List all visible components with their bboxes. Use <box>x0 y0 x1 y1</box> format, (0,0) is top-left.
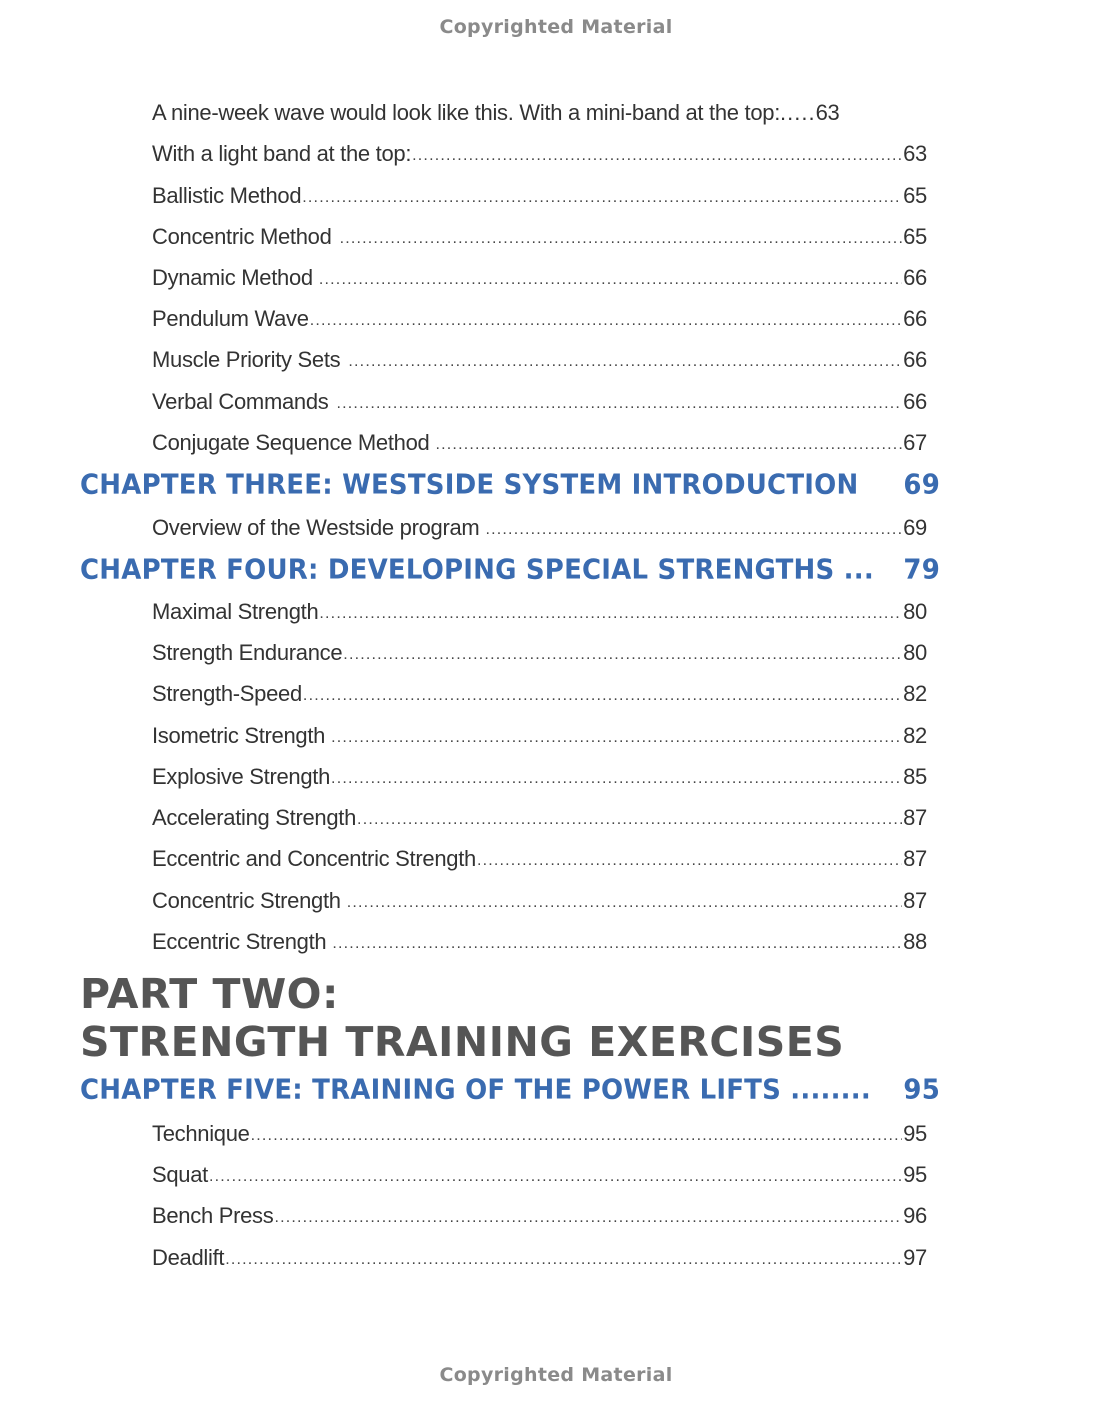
entry-title: Explosive Strength <box>152 764 331 789</box>
dot-leader <box>331 729 902 747</box>
dot-leader <box>319 271 902 289</box>
copyright-watermark-top: Copyrighted Material <box>439 16 673 38</box>
copyright-watermark-bottom: Copyrighted Material <box>439 1364 673 1386</box>
entry-title: Pendulum Wave <box>152 306 309 331</box>
dot-leader <box>302 189 902 207</box>
entry-title: A nine-week wave would look like this. With a mini-band at the top: <box>152 100 781 125</box>
dot-leader <box>331 770 902 788</box>
toc-entry[interactable] <box>152 430 927 456</box>
entry-page: 66 <box>903 265 927 290</box>
entry-page: 66 <box>903 389 927 414</box>
entry-title: Verbal Commands <box>152 389 329 414</box>
entry-title: Ballistic Method <box>152 183 302 208</box>
entry-page: 65 <box>903 224 927 249</box>
toc-entry[interactable] <box>152 723 927 749</box>
toc-entry[interactable] <box>152 681 927 707</box>
dot-leader <box>225 1251 902 1269</box>
toc-entry[interactable] <box>152 1162 927 1188</box>
toc-entry[interactable] <box>152 141 927 167</box>
toc-entry[interactable] <box>152 1245 927 1271</box>
entry-page: 67 <box>903 430 927 455</box>
chapter-title: CHAPTER THREE: WESTSIDE SYSTEM INTRODUCTION <box>80 469 859 501</box>
entry-page: 69 <box>903 515 927 540</box>
chapter-heading-four[interactable] <box>80 554 940 586</box>
entry-title: Accelerating Strength <box>152 805 357 830</box>
entry-page: 95 <box>903 1121 927 1146</box>
entry-leader: ..... <box>780 100 816 125</box>
toc-entry[interactable] <box>152 640 927 666</box>
toc-entry[interactable] <box>152 183 927 209</box>
entry-title: Squat <box>152 1162 208 1187</box>
dot-leader <box>348 353 902 371</box>
toc-entry[interactable] <box>152 1203 927 1229</box>
entry-page: 80 <box>903 599 927 624</box>
entry-page: 96 <box>903 1203 927 1228</box>
toc-entry[interactable] <box>152 306 927 332</box>
toc-entry[interactable] <box>152 846 927 872</box>
toc-entry[interactable] <box>152 805 927 831</box>
chapter-heading-five[interactable] <box>80 1074 940 1106</box>
entry-page: 87 <box>903 888 927 913</box>
dot-leader <box>485 521 902 539</box>
dot-leader <box>436 436 903 454</box>
entry-page: 88 <box>903 929 927 954</box>
dot-leader <box>347 894 902 912</box>
entry-page: 66 <box>903 306 927 331</box>
entry-title: Overview of the Westside program <box>152 515 480 540</box>
entry-title: Muscle Priority Sets <box>152 347 341 372</box>
dot-leader <box>412 147 902 165</box>
entry-title: Isometric Strength <box>152 723 326 748</box>
part-heading[interactable] <box>80 970 844 1066</box>
dot-leader <box>251 1127 903 1145</box>
dot-leader <box>340 230 903 248</box>
entry-page: 63 <box>815 100 840 125</box>
entry-title: Technique <box>152 1121 250 1146</box>
entry-page: 82 <box>903 681 927 706</box>
entry-title: Eccentric and Concentric Strength <box>152 846 476 871</box>
entry-page: 87 <box>903 846 927 871</box>
entry-title: Concentric Method <box>152 224 332 249</box>
entry-page: 95 <box>903 1162 927 1187</box>
dot-leader <box>477 852 902 870</box>
entry-title: Deadlift <box>152 1245 225 1270</box>
entry-title: Strength-Speed <box>152 681 302 706</box>
dot-leader <box>310 312 902 330</box>
chapter-title: CHAPTER FOUR: DEVELOPING SPECIAL STRENGTHS ... <box>80 554 874 586</box>
entry-title: Conjugate Sequence Method <box>152 430 430 455</box>
dot-leader <box>319 605 902 623</box>
toc-entry[interactable] <box>152 224 927 250</box>
chapter-title: CHAPTER FIVE: TRAINING OF THE POWER LIFTS ........ <box>80 1074 871 1106</box>
toc-entry[interactable] <box>152 1121 927 1147</box>
entry-title: Dynamic Method <box>152 265 313 290</box>
toc-entry[interactable] <box>152 265 927 291</box>
dot-leader <box>332 935 902 953</box>
entry-page: 65 <box>903 183 927 208</box>
toc-entry[interactable] <box>152 929 927 955</box>
chapter-page: 95 <box>903 1074 940 1106</box>
toc-entry[interactable] <box>152 515 927 541</box>
dot-leader <box>357 811 902 829</box>
entry-title: Concentric Strength <box>152 888 341 913</box>
dot-leader <box>303 687 902 705</box>
toc-entry[interactable] <box>152 764 927 790</box>
dot-leader <box>343 646 902 664</box>
entry-title: Strength Endurance <box>152 640 343 665</box>
toc-entry[interactable] <box>152 100 927 126</box>
toc-entry[interactable] <box>152 888 927 914</box>
dot-leader <box>274 1209 902 1227</box>
entry-page: 82 <box>903 723 927 748</box>
entry-title: Bench Press <box>152 1203 274 1228</box>
dot-leader <box>209 1168 902 1186</box>
toc-entry[interactable] <box>152 347 927 373</box>
entry-page: 87 <box>903 805 927 830</box>
dot-leader <box>336 395 902 413</box>
chapter-page: 69 <box>903 469 940 501</box>
part-title: STRENGTH TRAINING EXERCISES <box>80 1018 845 1066</box>
entry-page: 63 <box>903 141 927 166</box>
toc-entry[interactable] <box>152 389 927 415</box>
entry-page: 85 <box>903 764 927 789</box>
entry-page: 97 <box>903 1245 927 1270</box>
entry-title: With a light band at the top: <box>152 141 412 166</box>
toc-entry[interactable] <box>152 599 927 625</box>
part-label: PART TWO: <box>80 970 339 1018</box>
chapter-heading-three[interactable] <box>80 469 940 501</box>
entry-title: Maximal Strength <box>152 599 319 624</box>
entry-page: 66 <box>903 347 927 372</box>
entry-title: Eccentric Strength <box>152 929 327 954</box>
entry-page: 80 <box>903 640 927 665</box>
chapter-page: 79 <box>903 554 940 586</box>
